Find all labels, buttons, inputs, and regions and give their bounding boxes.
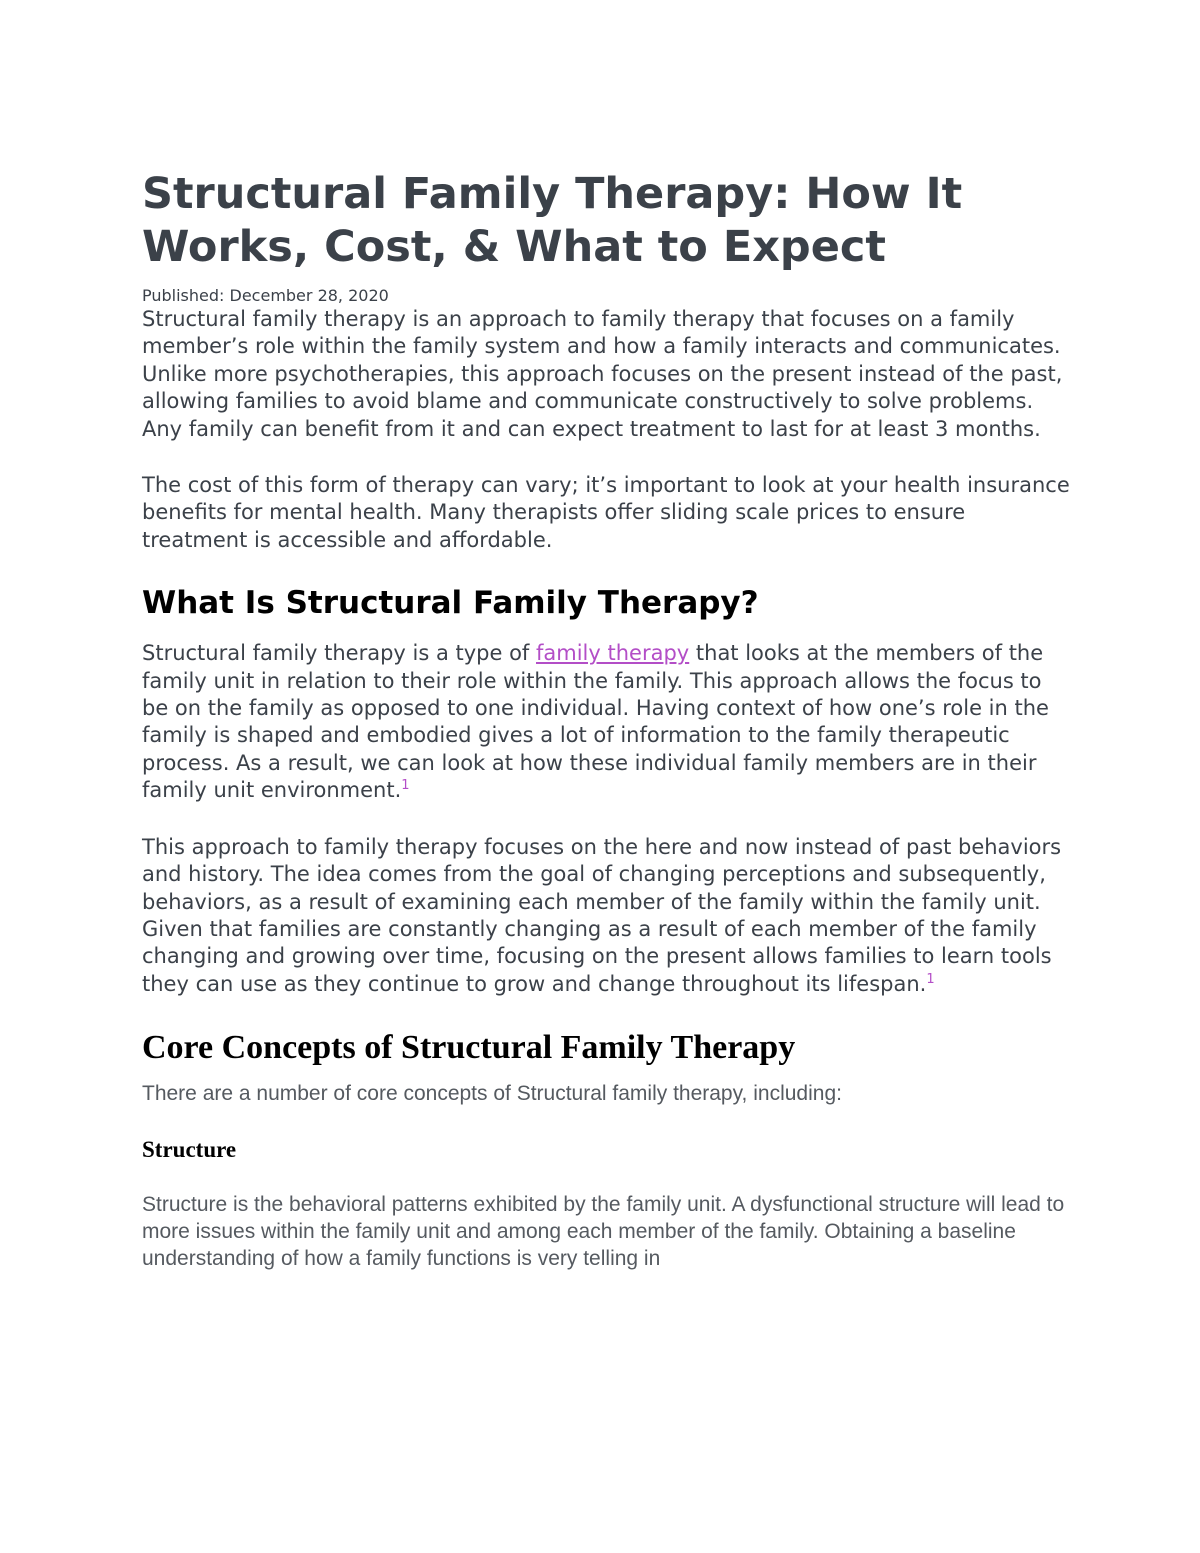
what-is-text-after-link: that looks at the members of the family unit in relation to their role within the family. This approach allows the focus to be on the family as opposed to one individual. Having context of how one’s role in the family is shaped and embodied gives a lot of information to the family therapeutic process. As a result, we can look at how these individual family members are in their family unit environment. (142, 641, 1049, 803)
published-date: Published: December 28, 2020 (142, 286, 389, 305)
footnote-ref-1[interactable]: 1 (401, 778, 410, 794)
core-concepts-intro: There are a number of core concepts of Structural family therapy, including: (142, 1082, 842, 1106)
article-title-line2: Works, Cost, & What to Expect (142, 222, 886, 272)
article-title (142, 168, 1072, 274)
what-is-paragraph-2-text: This approach to family therapy focuses on the here and now instead of past behaviors and history. The idea comes from the goal of changing perceptions and subsequently, behaviors, as a result of examining each member of the family within the family unit. Given that families are constantly changing as a result of each member of the family changing and growing over time, focusing on the present allows families to learn tools they can use as they continue to grow and change throughout its lifespan. (142, 834, 1062, 996)
family-therapy-link[interactable]: family therapy (536, 641, 690, 666)
section-heading-what-is: What Is Structural Family Therapy? (142, 585, 759, 622)
article-title-line1: Structural Family Therapy: How It (142, 169, 963, 219)
document-page (142, 168, 1072, 1272)
subheading-structure: Structure (142, 1137, 237, 1163)
structure-paragraph: Structure is the behavioral patterns exhibited by the family unit. A dysfunctional structure will lead to more issues within the family unit and among each member of the family. Obtaining a baseline understanding of how a family functions is very telling in (142, 1193, 1065, 1271)
what-is-paragraph-1 (142, 640, 1072, 804)
intro-paragraph-2: The cost of this form of therapy can vary; it’s important to look at your health insurance benefits for mental health. Many therapists offer sliding scale prices to ensure treatment is accessible and affordable. (142, 473, 1070, 552)
what-is-text-before-link: Structural family therapy is a type of (142, 641, 536, 666)
intro-paragraph-1: Structural family therapy is an approach to family therapy that focuses on a family member’s role within the family system and how a family interacts and communicates. Unlike more psychotherapies, this approach focuses on the present instead of the past, allowing families to avoid blame and communicate constructively to solve problems. Any family can benefit from it and can expect treatment to last for at least 3 months. (142, 307, 1063, 441)
footnote-ref-2[interactable]: 1 (926, 971, 935, 987)
what-is-paragraph-2 (142, 834, 1072, 998)
section-heading-core-concepts: Core Concepts of Structural Family Therapy (142, 1029, 796, 1067)
